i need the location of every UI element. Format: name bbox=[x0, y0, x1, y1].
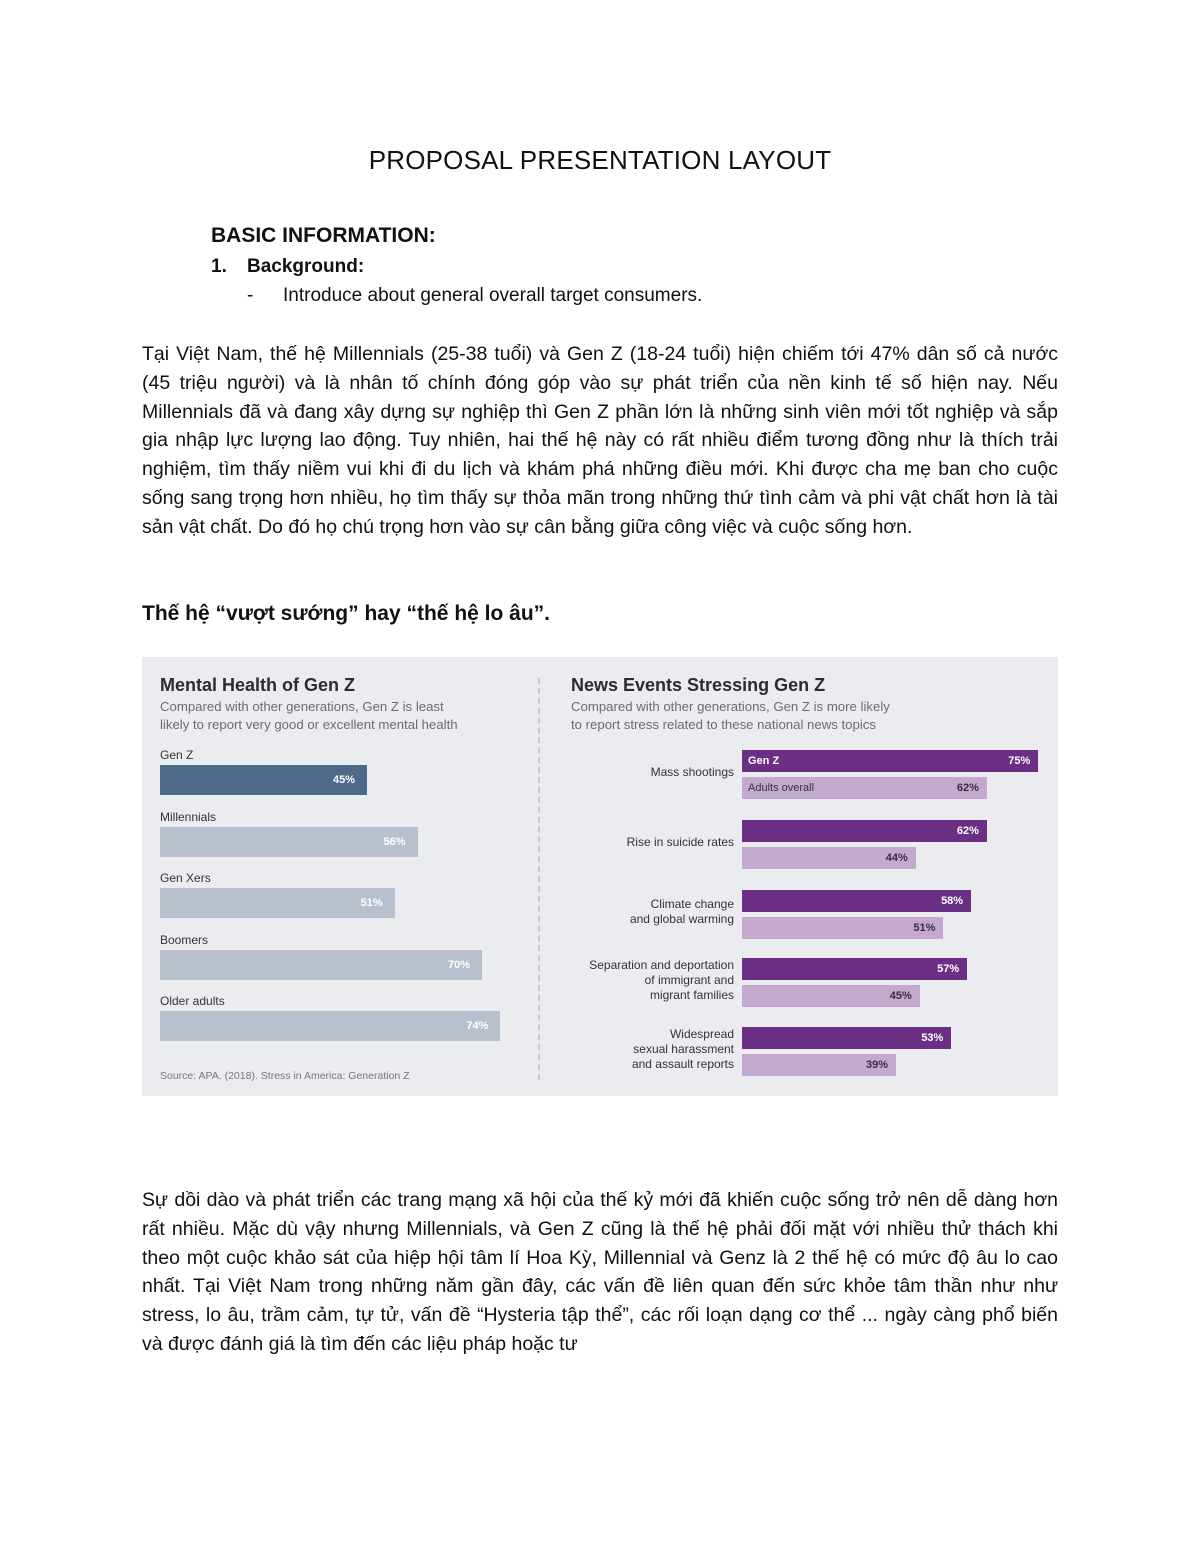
right-chart-bar-adults bbox=[742, 917, 943, 939]
numbered-heading bbox=[211, 256, 364, 278]
right-chart-category-line: Widespread bbox=[669, 1026, 734, 1041]
left-chart-bar: 51% bbox=[160, 888, 395, 918]
right-chart-bar-genz bbox=[742, 890, 971, 912]
right-chart-bar-value: 58% bbox=[941, 895, 964, 907]
right-chart-bar-genz bbox=[742, 1027, 951, 1049]
right-chart-bar-value: 62% bbox=[956, 825, 979, 837]
right-chart-bar-adults bbox=[742, 985, 920, 1007]
right-chart-category-label bbox=[534, 835, 734, 850]
left-chart-title: Mental Health of Gen Z bbox=[160, 675, 356, 695]
right-chart-bar-adults bbox=[742, 777, 987, 799]
right-chart-category-line: Mass shootings bbox=[650, 764, 734, 779]
page-title: PROPOSAL PRESENTATION LAYOUT bbox=[368, 145, 832, 175]
section-heading: BASIC INFORMATION: bbox=[211, 224, 436, 247]
section-subtitle: Thế hệ “vượt sướng” hay “thế hệ lo âu”. bbox=[142, 602, 550, 625]
right-chart-bar-adults bbox=[742, 1054, 896, 1076]
left-chart-category-label: Boomers bbox=[160, 932, 209, 947]
right-chart-category-label bbox=[534, 1027, 734, 1072]
bullet-text: Introduce about general overall target consumers. bbox=[283, 285, 703, 306]
right-chart-series-name: Gen Z bbox=[748, 755, 780, 767]
right-chart-category-line: Separation and deportation bbox=[589, 957, 734, 972]
right-chart-bar-value: 51% bbox=[913, 922, 936, 934]
left-chart-bar: 74% bbox=[160, 1011, 500, 1041]
right-chart-bar-value: 44% bbox=[885, 852, 908, 864]
right-chart-subtitle-1: Compared with other generations, Gen Z is more likely bbox=[571, 699, 890, 714]
right-chart-subtitle-2: to report stress related to these national news topics bbox=[571, 717, 876, 732]
chart-source: Source: APA. (2018). Stress in America: Generation Z bbox=[160, 1070, 410, 1082]
left-chart-category-label: Gen Z bbox=[160, 748, 194, 762]
right-chart-bar-genz bbox=[742, 958, 967, 980]
infographic-divider bbox=[538, 678, 540, 1080]
right-chart-category-line: Rise in suicide rates bbox=[626, 834, 734, 849]
right-chart-category-label bbox=[534, 897, 734, 927]
right-chart-category-line: of immigrant and bbox=[644, 972, 734, 987]
right-chart-category-line: sexual harassment bbox=[633, 1041, 734, 1056]
left-chart-subtitle-1: Compared with other generations, Gen Z is least bbox=[160, 699, 444, 714]
bullet-item bbox=[247, 285, 702, 307]
right-chart-bar-genz bbox=[742, 750, 1038, 772]
bullet-dash: - bbox=[247, 285, 254, 306]
left-chart-bar: 56% bbox=[160, 827, 418, 857]
left-chart-bar: 45% bbox=[160, 765, 367, 795]
paragraph-2: Sự dồi dào và phát triển các trang mạng xã hội của thế kỷ mới đã khiến cuộc sống trở nên dễ dàng hơn rất nhiều. Mặc dù vậy nhưng Millennials, và Gen Z cũng là thế hệ phải đối mặt với nhiều thử thách khi theo một cuộc khảo sát của hiệp hội tâm lí Hoa Kỳ, Millennial và Genz là 2 thế hệ có mức độ âu lo cao nhất. Tại Việt Nam trong những năm gần đây, các vấn đề liên quan đến sức khỏe tâm thần như như stress, lo âu, trầm cảm, tự tử, vấn đề “Hysteria tập thể”, các rối loạn dạng cơ thể ... ngày càng phổ biến và được đánh giá là tìm đến các liệu pháp hoặc tư bbox=[142, 1189, 1058, 1355]
right-chart-category-label bbox=[534, 765, 734, 780]
right-chart-category-line: and assault reports bbox=[631, 1056, 734, 1071]
paragraph-1: Tại Việt Nam, thế hệ Millennials (25-38 tuổi) và Gen Z (18-24 tuổi) hiện chiếm tới 47% dân số cả nước (45 triệu người) và là nhân tố chính đóng góp vào sự phát triển của nền kinh tế số hiện nay. Nếu Millennials đã và đang xây dựng sự nghiệp thì Gen Z phần lớn là những sinh viên mới tốt nghiệp và sắp gia nhập lực lượng lao động. Tuy nhiên, hai thế hệ này có rất nhiều điểm tương đồng như là thích trải nghiệm, tìm thấy niềm vui khi đi du lịch và khám phá những điều mới. Khi được cha mẹ ban cho cuộc sống sang trọng hơn nhiều, họ tìm thấy sự thỏa mãn trong những thứ tình cảm và phi vật chất hơn là tài sản vật chất. Do đó họ chú trọng hơn vào sự cân bằng giữa công việc và cuộc sống hơn. bbox=[142, 343, 1058, 538]
right-chart-category-line: Climate change bbox=[650, 897, 734, 911]
left-chart-category-label: Older adults bbox=[160, 994, 225, 1008]
left-chart-category-label: Gen Xers bbox=[160, 871, 211, 885]
right-chart-bar-value: 45% bbox=[889, 990, 912, 1002]
right-chart-bar-value: 39% bbox=[866, 1059, 889, 1071]
right-chart-bar-value: 53% bbox=[921, 1032, 944, 1044]
right-chart-bar-genz bbox=[742, 820, 987, 842]
right-chart-series-name: Adults overall bbox=[748, 782, 815, 794]
left-chart-category-label: Millennials bbox=[160, 809, 217, 824]
left-chart-bar: 70% bbox=[160, 950, 482, 980]
right-chart-category-line: and global warming bbox=[629, 912, 734, 926]
right-chart-category-label bbox=[534, 958, 734, 1003]
right-chart-bar-value: 62% bbox=[956, 782, 979, 794]
right-chart-title: News Events Stressing Gen Z bbox=[571, 675, 826, 695]
right-chart-category-line: migrant families bbox=[649, 987, 734, 1002]
right-chart-bar-value: 75% bbox=[1008, 755, 1031, 767]
item-title: Background: bbox=[247, 256, 365, 277]
right-chart-bar-adults bbox=[742, 847, 916, 869]
item-number: 1. bbox=[211, 256, 227, 277]
right-chart-bar-value: 57% bbox=[937, 963, 960, 975]
left-chart-subtitle-2: likely to report very good or excellent mental health bbox=[160, 717, 458, 732]
